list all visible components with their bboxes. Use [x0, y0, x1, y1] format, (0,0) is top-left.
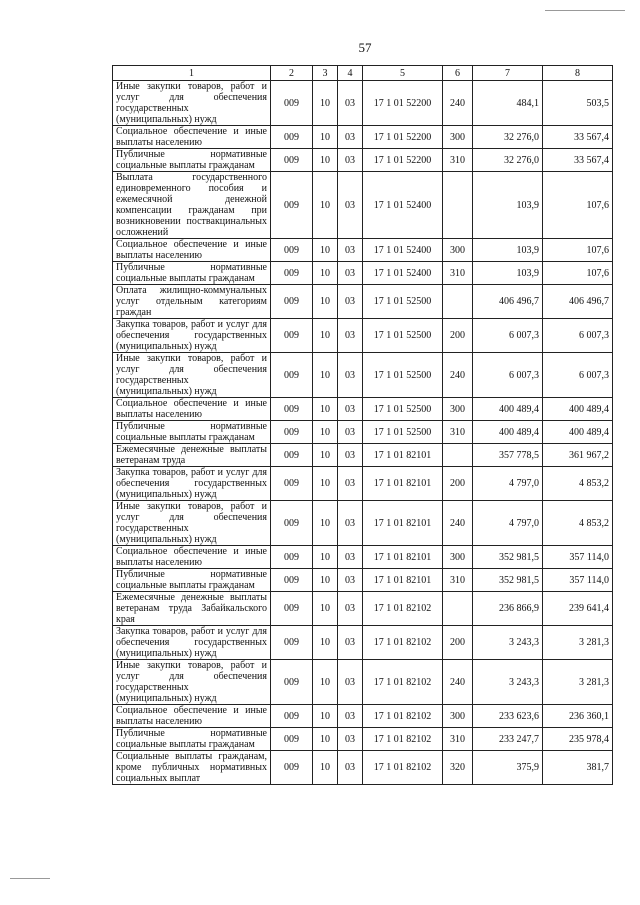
row-name-cell: Публичные нормативные социальные выплаты гражданам [113, 421, 271, 444]
target-article-cell: 17 1 01 82102 [363, 626, 443, 660]
expense-type-cell: 300 [443, 398, 473, 421]
target-article-cell: 17 1 01 82102 [363, 592, 443, 626]
amount-year1-cell: 32 276,0 [473, 126, 543, 149]
admin-code-cell: 009 [271, 398, 313, 421]
table-row [113, 421, 613, 444]
expense-type-cell: 310 [443, 421, 473, 444]
subsection-cell: 03 [338, 239, 363, 262]
section-cell: 10 [313, 569, 338, 592]
section-cell: 10 [313, 501, 338, 546]
admin-code-cell: 009 [271, 172, 313, 239]
row-name-cell: Публичные нормативные социальные выплаты гражданам [113, 569, 271, 592]
amount-year2-cell: 357 114,0 [543, 569, 613, 592]
expense-type-cell: 240 [443, 501, 473, 546]
admin-code-cell: 009 [271, 262, 313, 285]
table-row [113, 262, 613, 285]
admin-code-cell: 009 [271, 81, 313, 126]
amount-year1-cell: 3 243,3 [473, 660, 543, 705]
column-header: 1 [113, 66, 271, 81]
amount-year2-cell: 236 360,1 [543, 705, 613, 728]
target-article-cell: 17 1 01 82102 [363, 728, 443, 751]
amount-year1-cell: 233 623,6 [473, 705, 543, 728]
row-name-cell: Социальное обеспечение и иные выплаты населению [113, 705, 271, 728]
amount-year1-cell: 3 243,3 [473, 626, 543, 660]
table-row [113, 751, 613, 785]
expense-type-cell: 310 [443, 728, 473, 751]
table-row [113, 319, 613, 353]
subsection-cell: 03 [338, 149, 363, 172]
column-header: 6 [443, 66, 473, 81]
target-article-cell: 17 1 01 82102 [363, 705, 443, 728]
subsection-cell: 03 [338, 728, 363, 751]
table-row [113, 126, 613, 149]
expense-type-cell: 320 [443, 751, 473, 785]
amount-year1-cell: 375,9 [473, 751, 543, 785]
admin-code-cell: 009 [271, 353, 313, 398]
table-row [113, 660, 613, 705]
section-cell: 10 [313, 81, 338, 126]
section-cell: 10 [313, 444, 338, 467]
column-header: 7 [473, 66, 543, 81]
subsection-cell: 03 [338, 285, 363, 319]
section-cell: 10 [313, 421, 338, 444]
section-cell: 10 [313, 172, 338, 239]
subsection-cell: 03 [338, 569, 363, 592]
expense-type-cell [443, 592, 473, 626]
amount-year1-cell: 352 981,5 [473, 569, 543, 592]
amount-year2-cell: 361 967,2 [543, 444, 613, 467]
scan-artifact-line [10, 878, 50, 879]
amount-year2-cell: 406 496,7 [543, 285, 613, 319]
expense-type-cell: 200 [443, 319, 473, 353]
table-row [113, 501, 613, 546]
section-cell: 10 [313, 660, 338, 705]
target-article-cell: 17 1 01 52200 [363, 81, 443, 126]
target-article-cell: 17 1 01 52200 [363, 126, 443, 149]
admin-code-cell: 009 [271, 467, 313, 501]
row-name-cell: Иные закупки товаров, работ и услуг для обеспечения государственных (муниципальных) нужд [113, 660, 271, 705]
subsection-cell: 03 [338, 353, 363, 398]
target-article-cell: 17 1 01 52400 [363, 262, 443, 285]
row-name-cell: Социальные выплаты гражданам, кроме публичных нормативных социальных выплат [113, 751, 271, 785]
expense-type-cell: 300 [443, 705, 473, 728]
expense-type-cell: 200 [443, 467, 473, 501]
admin-code-cell: 009 [271, 705, 313, 728]
subsection-cell: 03 [338, 444, 363, 467]
table-row [113, 81, 613, 126]
table-row [113, 353, 613, 398]
amount-year1-cell: 352 981,5 [473, 546, 543, 569]
table-row [113, 398, 613, 421]
row-name-cell: Публичные нормативные социальные выплаты гражданам [113, 262, 271, 285]
expense-type-cell [443, 285, 473, 319]
amount-year2-cell: 400 489,4 [543, 421, 613, 444]
amount-year2-cell: 3 281,3 [543, 626, 613, 660]
header-row [113, 66, 613, 81]
amount-year2-cell: 239 641,4 [543, 592, 613, 626]
table-row [113, 569, 613, 592]
page-number: 57 [358, 40, 372, 55]
admin-code-cell: 009 [271, 239, 313, 262]
target-article-cell: 17 1 01 82101 [363, 501, 443, 546]
amount-year1-cell: 103,9 [473, 262, 543, 285]
target-article-cell: 17 1 01 52500 [363, 353, 443, 398]
row-name-cell: Иные закупки товаров, работ и услуг для обеспечения государственных (муниципальных) нужд [113, 353, 271, 398]
section-cell: 10 [313, 467, 338, 501]
amount-year1-cell: 236 866,9 [473, 592, 543, 626]
expense-type-cell: 240 [443, 353, 473, 398]
subsection-cell: 03 [338, 751, 363, 785]
column-header: 5 [363, 66, 443, 81]
section-cell: 10 [313, 592, 338, 626]
target-article-cell: 17 1 01 52500 [363, 398, 443, 421]
expense-type-cell: 300 [443, 126, 473, 149]
expense-type-cell [443, 444, 473, 467]
amount-year2-cell: 107,6 [543, 262, 613, 285]
table-row [113, 546, 613, 569]
section-cell: 10 [313, 398, 338, 421]
amount-year2-cell: 357 114,0 [543, 546, 613, 569]
amount-year1-cell: 406 496,7 [473, 285, 543, 319]
row-name-cell: Социальное обеспечение и иные выплаты населению [113, 126, 271, 149]
subsection-cell: 03 [338, 398, 363, 421]
expense-type-cell: 300 [443, 239, 473, 262]
admin-code-cell: 009 [271, 660, 313, 705]
subsection-cell: 03 [338, 501, 363, 546]
amount-year1-cell: 357 778,5 [473, 444, 543, 467]
table-row [113, 592, 613, 626]
admin-code-cell: 009 [271, 592, 313, 626]
amount-year2-cell: 3 281,3 [543, 660, 613, 705]
table-row [113, 728, 613, 751]
subsection-cell: 03 [338, 319, 363, 353]
subsection-cell: 03 [338, 172, 363, 239]
expense-type-cell: 300 [443, 546, 473, 569]
amount-year2-cell: 33 567,4 [543, 126, 613, 149]
row-name-cell: Выплата государственного единовременного пособия и ежемесячной денежной компенсации гражданам при возникновении поствакцинальных осложнений [113, 172, 271, 239]
table-row [113, 149, 613, 172]
target-article-cell: 17 1 01 52200 [363, 149, 443, 172]
amount-year2-cell: 107,6 [543, 239, 613, 262]
amount-year1-cell: 32 276,0 [473, 149, 543, 172]
target-article-cell: 17 1 01 52500 [363, 285, 443, 319]
table-body [113, 81, 613, 785]
expense-type-cell: 310 [443, 262, 473, 285]
target-article-cell: 17 1 01 82101 [363, 546, 443, 569]
scan-artifact-line [545, 10, 625, 11]
table-row [113, 239, 613, 262]
admin-code-cell: 009 [271, 546, 313, 569]
target-article-cell: 17 1 01 82101 [363, 444, 443, 467]
section-cell: 10 [313, 626, 338, 660]
target-article-cell: 17 1 01 82102 [363, 660, 443, 705]
amount-year1-cell: 484,1 [473, 81, 543, 126]
amount-year2-cell: 503,5 [543, 81, 613, 126]
admin-code-cell: 009 [271, 319, 313, 353]
admin-code-cell: 009 [271, 126, 313, 149]
row-name-cell: Оплата жилищно-коммунальных услуг отдельным категориям граждан [113, 285, 271, 319]
amount-year1-cell: 400 489,4 [473, 421, 543, 444]
amount-year1-cell: 4 797,0 [473, 501, 543, 546]
expense-type-cell: 310 [443, 569, 473, 592]
section-cell: 10 [313, 728, 338, 751]
amount-year2-cell: 107,6 [543, 172, 613, 239]
section-cell: 10 [313, 126, 338, 149]
admin-code-cell: 009 [271, 285, 313, 319]
amount-year1-cell: 6 007,3 [473, 319, 543, 353]
subsection-cell: 03 [338, 262, 363, 285]
amount-year2-cell: 381,7 [543, 751, 613, 785]
table-row [113, 172, 613, 239]
subsection-cell: 03 [338, 81, 363, 126]
budget-table [112, 65, 613, 785]
table-row [113, 285, 613, 319]
section-cell: 10 [313, 262, 338, 285]
subsection-cell: 03 [338, 467, 363, 501]
target-article-cell: 17 1 01 52500 [363, 319, 443, 353]
target-article-cell: 17 1 01 52400 [363, 172, 443, 239]
target-article-cell: 17 1 01 82101 [363, 569, 443, 592]
amount-year1-cell: 103,9 [473, 172, 543, 239]
expense-type-cell: 310 [443, 149, 473, 172]
table-row [113, 626, 613, 660]
column-header: 8 [543, 66, 613, 81]
section-cell: 10 [313, 149, 338, 172]
admin-code-cell: 009 [271, 728, 313, 751]
amount-year2-cell: 4 853,2 [543, 467, 613, 501]
admin-code-cell: 009 [271, 149, 313, 172]
admin-code-cell: 009 [271, 751, 313, 785]
admin-code-cell: 009 [271, 569, 313, 592]
section-cell: 10 [313, 751, 338, 785]
section-cell: 10 [313, 546, 338, 569]
amount-year2-cell: 6 007,3 [543, 353, 613, 398]
amount-year2-cell: 33 567,4 [543, 149, 613, 172]
subsection-cell: 03 [338, 546, 363, 569]
row-name-cell: Закупка товаров, работ и услуг для обеспечения государственных (муниципальных) нужд [113, 626, 271, 660]
column-header: 4 [338, 66, 363, 81]
section-cell: 10 [313, 705, 338, 728]
target-article-cell: 17 1 01 52400 [363, 239, 443, 262]
expense-type-cell [443, 172, 473, 239]
expense-type-cell: 200 [443, 626, 473, 660]
section-cell: 10 [313, 239, 338, 262]
amount-year2-cell: 4 853,2 [543, 501, 613, 546]
row-name-cell: Публичные нормативные социальные выплаты гражданам [113, 728, 271, 751]
amount-year1-cell: 6 007,3 [473, 353, 543, 398]
table-row [113, 467, 613, 501]
row-name-cell: Социальное обеспечение и иные выплаты населению [113, 239, 271, 262]
table-row [113, 705, 613, 728]
row-name-cell: Ежемесячные денежные выплаты ветеранам труда [113, 444, 271, 467]
admin-code-cell: 009 [271, 421, 313, 444]
row-name-cell: Иные закупки товаров, работ и услуг для обеспечения государственных (муниципальных) нужд [113, 81, 271, 126]
row-name-cell: Иные закупки товаров, работ и услуг для обеспечения государственных (муниципальных) нужд [113, 501, 271, 546]
subsection-cell: 03 [338, 592, 363, 626]
row-name-cell: Ежемесячные денежные выплаты ветеранам труда Забайкальского края [113, 592, 271, 626]
subsection-cell: 03 [338, 626, 363, 660]
amount-year1-cell: 4 797,0 [473, 467, 543, 501]
amount-year1-cell: 400 489,4 [473, 398, 543, 421]
admin-code-cell: 009 [271, 501, 313, 546]
target-article-cell: 17 1 01 82102 [363, 751, 443, 785]
row-name-cell: Закупка товаров, работ и услуг для обеспечения государственных (муниципальных) нужд [113, 319, 271, 353]
expense-type-cell: 240 [443, 81, 473, 126]
row-name-cell: Закупка товаров, работ и услуг для обеспечения государственных (муниципальных) нужд [113, 467, 271, 501]
table-row [113, 444, 613, 467]
subsection-cell: 03 [338, 421, 363, 444]
amount-year1-cell: 103,9 [473, 239, 543, 262]
subsection-cell: 03 [338, 126, 363, 149]
target-article-cell: 17 1 01 82101 [363, 467, 443, 501]
admin-code-cell: 009 [271, 444, 313, 467]
amount-year1-cell: 233 247,7 [473, 728, 543, 751]
row-name-cell: Социальное обеспечение и иные выплаты населению [113, 398, 271, 421]
admin-code-cell: 009 [271, 626, 313, 660]
column-header: 3 [313, 66, 338, 81]
expense-type-cell: 240 [443, 660, 473, 705]
subsection-cell: 03 [338, 705, 363, 728]
row-name-cell: Социальное обеспечение и иные выплаты населению [113, 546, 271, 569]
subsection-cell: 03 [338, 660, 363, 705]
target-article-cell: 17 1 01 52500 [363, 421, 443, 444]
amount-year2-cell: 6 007,3 [543, 319, 613, 353]
section-cell: 10 [313, 353, 338, 398]
amount-year2-cell: 235 978,4 [543, 728, 613, 751]
section-cell: 10 [313, 319, 338, 353]
column-header: 2 [271, 66, 313, 81]
amount-year2-cell: 400 489,4 [543, 398, 613, 421]
section-cell: 10 [313, 285, 338, 319]
row-name-cell: Публичные нормативные социальные выплаты гражданам [113, 149, 271, 172]
